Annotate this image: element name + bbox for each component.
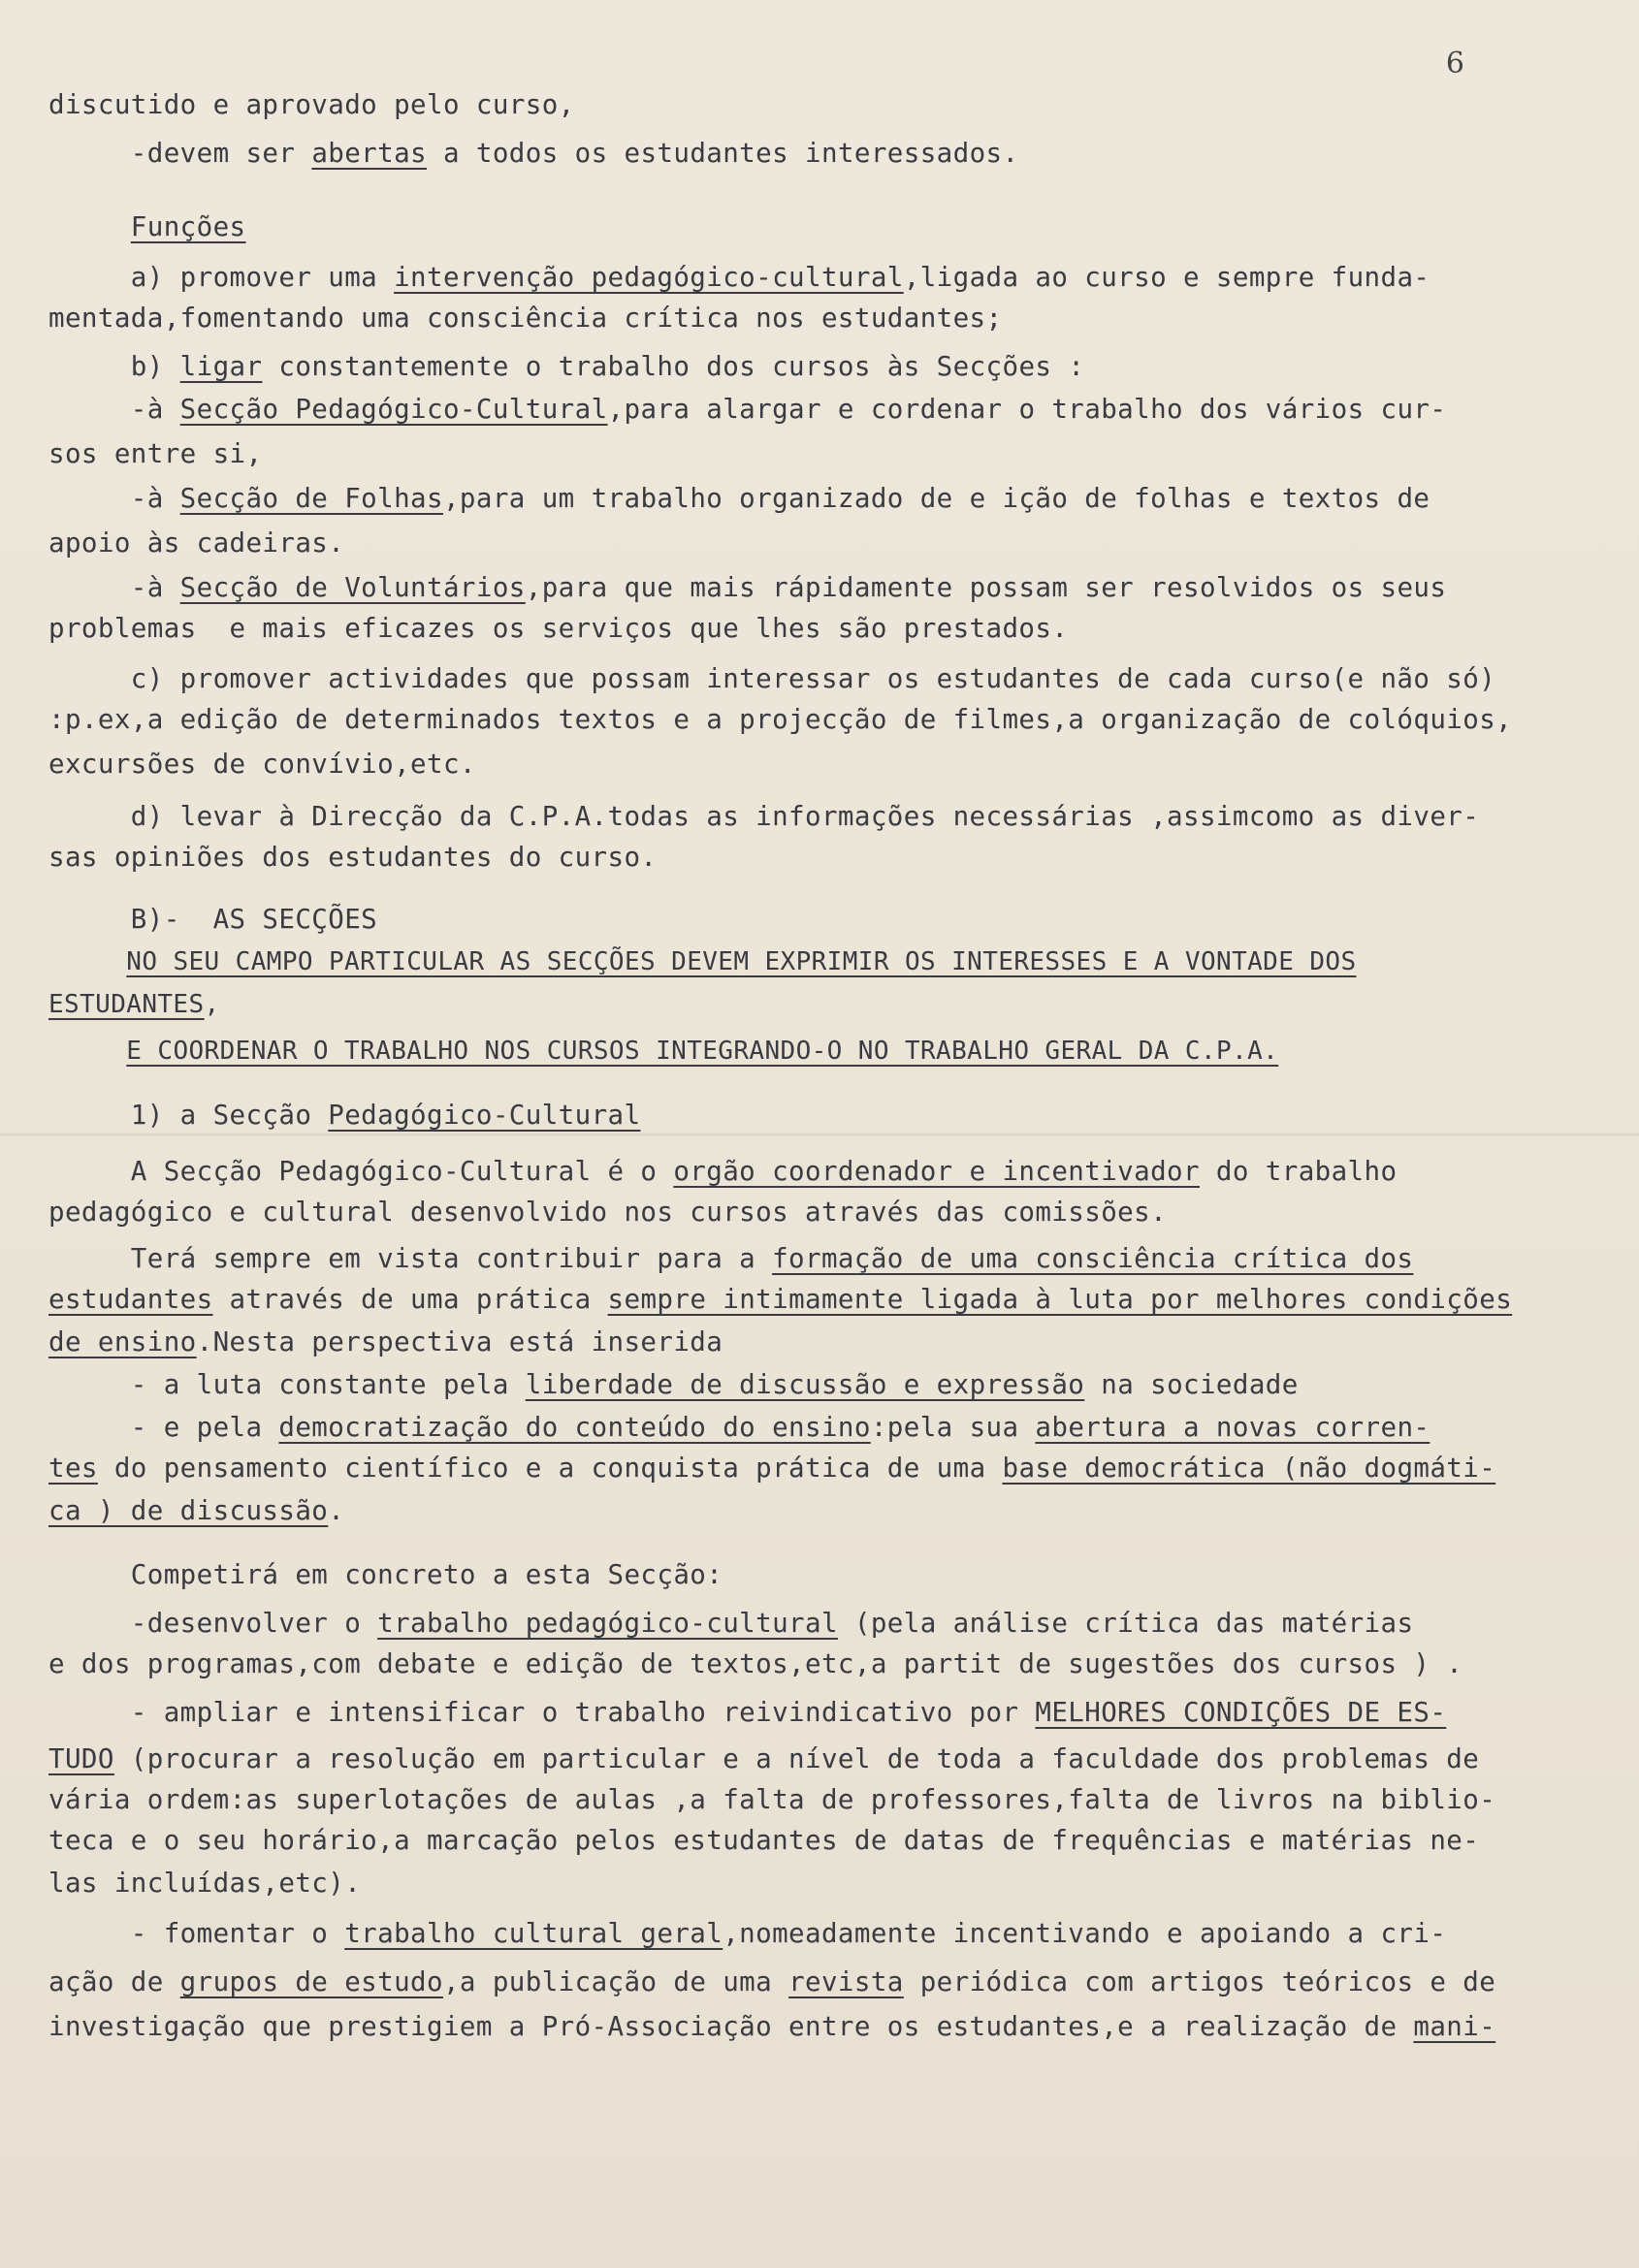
text-line bbox=[48, 1784, 1495, 1815]
text-line bbox=[48, 1369, 1299, 1400]
underlined-text: ESTUDANTES bbox=[48, 990, 205, 1019]
underlined-text: formação de uma consciência crítica dos bbox=[772, 1243, 1414, 1274]
underlined-text: intervenção pedagógico-cultural bbox=[394, 262, 904, 293]
text-segment: (pela análise crítica das matérias bbox=[837, 1608, 1414, 1639]
text-line bbox=[48, 1453, 1495, 1484]
text-line bbox=[48, 527, 344, 559]
text-line bbox=[48, 842, 657, 873]
text-segment: -à bbox=[48, 483, 180, 514]
text-segment: apoio às cadeiras. bbox=[48, 527, 345, 559]
underlined-text: Secção Pedagógico-Cultural bbox=[179, 394, 608, 425]
text-segment: teca e o seu horário,a marcação pelos estudantes de datas de frequências e matérias ne- bbox=[48, 1825, 1480, 1856]
underlined-text: orgão coordenador e incentivador bbox=[673, 1156, 1200, 1187]
text-line bbox=[48, 1243, 1413, 1274]
text-line bbox=[48, 572, 1446, 603]
text-line bbox=[48, 704, 1512, 735]
text-segment: pedagógico e cultural desenvolvido nos cursos através das comissões. bbox=[48, 1197, 1168, 1228]
text-segment: - e pela bbox=[48, 1412, 279, 1443]
text-segment: a todos os estudantes interessados. bbox=[427, 138, 1019, 169]
text-segment: d) levar à Direcção da C.P.A.todas as informações necessárias ,assimcomo as diver- bbox=[48, 801, 1480, 832]
underlined-text: tes bbox=[48, 1453, 98, 1484]
text-segment: (procurar a resolução em particular e a nível de toda a faculdade dos problemas de bbox=[113, 1743, 1480, 1774]
text-line bbox=[48, 2011, 1495, 2042]
text-segment: ,nomeadamente incentivando e apoiando a cri- bbox=[723, 1918, 1447, 1949]
text-segment: ,ligada ao curso e sempre funda- bbox=[903, 262, 1430, 293]
text-line bbox=[48, 89, 575, 120]
text-segment: -desenvolver o bbox=[48, 1608, 378, 1639]
text-line bbox=[48, 303, 1002, 334]
text-segment: A Secção Pedagógico-Cultural é o bbox=[48, 1156, 674, 1187]
text-line bbox=[48, 1412, 1430, 1443]
underlined-text: Secção de Voluntários bbox=[179, 572, 526, 603]
text-line bbox=[48, 1036, 1278, 1067]
underlined-text: revista bbox=[788, 1966, 904, 1997]
text-line bbox=[48, 1197, 1167, 1228]
text-segment: :pela sua bbox=[870, 1412, 1036, 1443]
text-line bbox=[48, 1697, 1446, 1728]
text-segment: .Nesta perspectiva está inserida bbox=[196, 1326, 723, 1358]
text-line bbox=[48, 1100, 640, 1131]
text-line bbox=[48, 1608, 1413, 1639]
text-segment: - a luta constante pela bbox=[48, 1369, 526, 1400]
text-segment: b) bbox=[48, 351, 180, 382]
underlined-text: estudantes bbox=[48, 1284, 213, 1315]
underlined-text: liberdade de discussão e expressão bbox=[525, 1369, 1085, 1400]
text-segment: :p.ex,a edição de determinados textos e a projecção de filmes,a organização de colóquios, bbox=[48, 704, 1513, 735]
underlined-text: base democrática (não dogmáti- bbox=[1002, 1453, 1496, 1484]
text-segment bbox=[48, 211, 131, 242]
underlined-text: grupos de estudo bbox=[179, 1966, 443, 1997]
underlined-text: abertura a novas corren- bbox=[1035, 1412, 1430, 1443]
text-segment: B)- AS SECÇÕES bbox=[48, 904, 378, 935]
underlined-text: NO SEU CAMPO PARTICULAR AS SECÇÕES DEVEM EXPRIMIR OS INTERESSES E A VONTADE DOS bbox=[126, 947, 1357, 976]
text-segment: Competirá em concreto a esta Secção: bbox=[48, 1559, 723, 1590]
text-line bbox=[48, 749, 476, 780]
text-segment: vária ordem:as superlotações de aulas ,a falta de professores,falta de livros na biblio- bbox=[48, 1784, 1496, 1815]
text-segment: las incluídas,etc). bbox=[48, 1868, 362, 1899]
text-segment: Terá sempre em vista contribuir para a bbox=[48, 1243, 773, 1274]
text-line bbox=[48, 801, 1479, 832]
text-segment: -devem ser bbox=[48, 138, 312, 169]
text-segment bbox=[48, 947, 126, 976]
text-segment: ,para um trabalho organizado de e ição de folhas e textos de bbox=[442, 483, 1430, 514]
text-line bbox=[48, 1743, 1479, 1774]
underlined-text: Funções bbox=[130, 211, 246, 242]
text-line bbox=[48, 1156, 1397, 1187]
paper-fold bbox=[0, 1133, 1639, 1136]
text-segment: investigação que prestigiem a Pró-Associação entre os estudantes,e a realização de bbox=[48, 2011, 1414, 2042]
text-segment: periódica com artigos teóricos e de bbox=[903, 1966, 1496, 1997]
text-line bbox=[48, 438, 262, 469]
underlined-text: mani- bbox=[1413, 2011, 1496, 2042]
text-segment: discutido e aprovado pelo curso, bbox=[48, 89, 575, 120]
text-line bbox=[48, 1918, 1446, 1949]
text-line bbox=[48, 394, 1446, 425]
underlined-text: trabalho pedagógico-cultural bbox=[377, 1608, 838, 1639]
underlined-text: abertas bbox=[311, 138, 428, 169]
underlined-text: de ensino bbox=[48, 1326, 197, 1358]
text-segment: do pensamento científico e a conquista prática de uma bbox=[97, 1453, 1003, 1484]
underlined-text: MELHORES CONDIÇÕES DE ES- bbox=[1035, 1697, 1447, 1728]
text-segment: através de uma prática bbox=[212, 1284, 608, 1315]
underlined-text: E COORDENAR O TRABALHO NOS CURSOS INTEGRANDO-O NO TRABALHO GERAL DA C.P.A. bbox=[126, 1037, 1279, 1066]
text-segment: 1) a Secção bbox=[48, 1100, 329, 1131]
text-segment: na sociedade bbox=[1084, 1369, 1299, 1400]
page-number: 6 bbox=[1445, 47, 1464, 80]
text-segment: excursões de convívio,etc. bbox=[48, 749, 476, 780]
text-segment: do trabalho bbox=[1199, 1156, 1398, 1187]
text-line bbox=[48, 1648, 1462, 1679]
text-segment: -à bbox=[48, 394, 180, 425]
text-segment: . bbox=[328, 1495, 345, 1526]
text-segment: a) promover uma bbox=[48, 262, 395, 293]
text-line bbox=[48, 613, 1068, 644]
text-segment bbox=[48, 1037, 126, 1066]
text-segment: sas opiniões dos estudantes do curso. bbox=[48, 842, 658, 873]
text-segment: ,para alargar e cordenar o trabalho dos vários cur- bbox=[607, 394, 1447, 425]
underlined-text: democratização do conteúdo do ensino bbox=[278, 1412, 871, 1443]
text-segment: sos entre si, bbox=[48, 438, 263, 469]
text-line bbox=[48, 262, 1430, 293]
text-segment: ação de bbox=[48, 1966, 180, 1997]
underlined-text: sempre intimamente ligada à luta por melhores condições bbox=[607, 1284, 1513, 1315]
underlined-text: Pedagógico-Cultural bbox=[328, 1100, 641, 1131]
text-segment: - fomentar o bbox=[48, 1918, 345, 1949]
text-segment: , bbox=[204, 990, 220, 1019]
text-line bbox=[48, 1326, 723, 1358]
text-segment: e dos programas,com debate e edição de textos,etc,a partit de sugestões dos cursos ) . bbox=[48, 1648, 1463, 1679]
text-segment: constantemente o trabalho dos cursos às Secções : bbox=[262, 351, 1085, 382]
text-line bbox=[48, 351, 1084, 382]
text-line bbox=[48, 946, 1357, 977]
text-line bbox=[48, 1284, 1512, 1315]
text-segment: -à bbox=[48, 572, 180, 603]
text-line bbox=[48, 1868, 361, 1899]
text-line bbox=[48, 989, 220, 1020]
text-line bbox=[48, 663, 1495, 694]
underlined-text: ligar bbox=[179, 351, 263, 382]
text-segment: problemas e mais eficazes os serviços que lhes são prestados. bbox=[48, 613, 1069, 644]
text-segment: - ampliar e intensificar o trabalho reivindicativo por bbox=[48, 1697, 1036, 1728]
text-line bbox=[48, 211, 246, 242]
text-line bbox=[48, 1825, 1479, 1856]
text-line bbox=[48, 904, 377, 935]
underlined-text: trabalho cultural geral bbox=[344, 1918, 723, 1949]
text-segment: ,para que mais rápidamente possam ser resolvidos os seus bbox=[525, 572, 1447, 603]
text-segment: c) promover actividades que possam interessar os estudantes de cada curso(e não só) bbox=[48, 663, 1496, 694]
text-segment: mentada,fomentando uma consciência crítica nos estudantes; bbox=[48, 303, 1003, 334]
text-segment: ,a publicação de uma bbox=[442, 1966, 789, 1997]
underlined-text: TUDO bbox=[48, 1743, 114, 1774]
text-line bbox=[48, 1559, 723, 1590]
text-line bbox=[48, 138, 1018, 169]
underlined-text: ca ) de discussão bbox=[48, 1495, 329, 1526]
text-line bbox=[48, 1495, 344, 1526]
text-line bbox=[48, 1966, 1495, 1997]
underlined-text: Secção de Folhas bbox=[179, 483, 443, 514]
text-line bbox=[48, 483, 1430, 514]
